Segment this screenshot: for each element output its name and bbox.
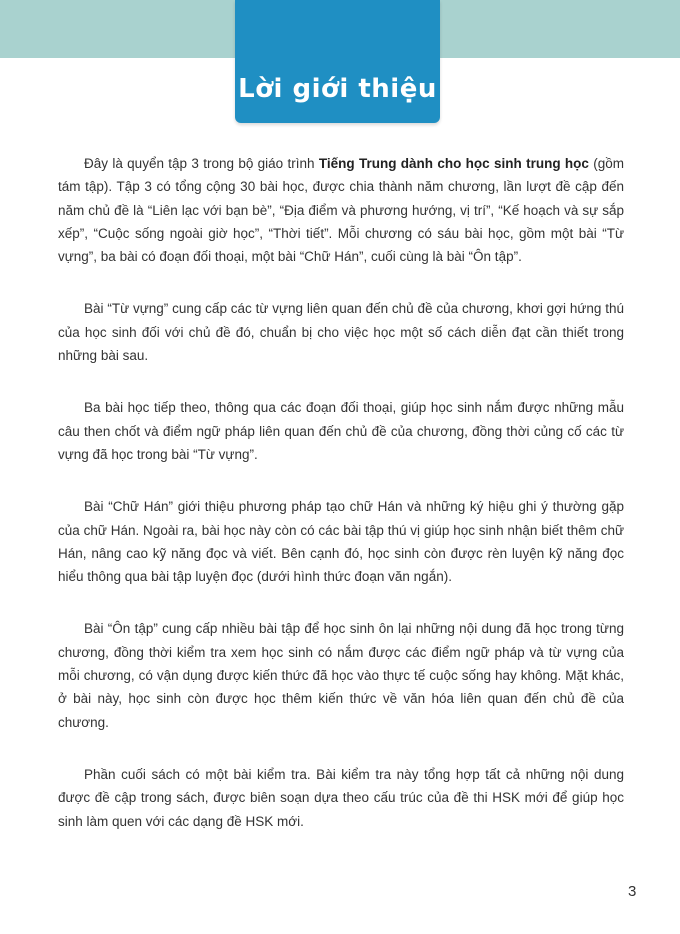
paragraph-1 [58,152,624,268]
title-tab [235,0,440,123]
paragraph-4: Bài “Chữ Hán” giới thiệu phương pháp tạo chữ Hán và những ký hiệu ghi ý thường gặp của chữ Hán. Ngoài ra, bài học này còn có các bài tập thú vị giúp học sinh nhận biết thêm chữ Hán, nâng cao kỹ năng đọc và viết. Bên cạnh đó, học sinh còn được rèn luyện kỹ năng đọc hiểu thông qua bài tập luyện đọc (dưới hình thức đoạn văn ngắn). [58,499,624,585]
paragraph-5: Bài “Ôn tập” cung cấp nhiều bài tập để học sinh ôn lại những nội dung đã học trong từng chương, đồng thời kiểm tra xem học sinh có nắm được các điểm ngữ pháp và từ vựng của mỗi chương, có vận dụng được kiến thức đã học vào thực tế cuộc sống hay không. Mặt khác, ở bài này, học sinh còn được học thêm kiến thức về văn hóa liên quan đến chủ đề của chương. [58,621,624,730]
page-number: 3 [628,883,637,900]
paragraph-6: Phần cuối sách có một bài kiểm tra. Bài kiểm tra này tổng hợp tất cả những nội dung được đề cập trong sách, được biên soạn dựa theo cấu trúc của đề thi HSK mới để giúp học sinh làm quen với các dạng đề HSK mới. [58,766,624,829]
intro-body [58,152,624,862]
paragraph-1-rest: (gồm tám tập). Tập 3 có tổng cộng 30 bài học, được chia thành năm chương, lần lượt đề cập đến năm chủ đề là “Liên lạc với bạn bè”, “Địa điểm và phương hướng, vị trí”, “Kế hoạch và sự sắp xếp”, “Cuộc sống ngoài giờ học”, “Thời tiết”. Mỗi chương có sáu bài học, gồm một bài “Từ vựng”, ba bài có đoạn đối thoại, một bài “Chữ Hán”, cuối cùng là bài “Ôn tập”. [58,156,624,265]
book-series-name: Tiếng Trung dành cho học sinh trung học [318,156,589,171]
page-title: Lời giới thiệu [238,74,437,104]
paragraph-2: Bài “Từ vựng” cung cấp các từ vựng liên quan đến chủ đề của chương, khơi gợi hứng thú của học sinh đối với chủ đề đó, chuẩn bị cho việc học một số cách diễn đạt cần thiết trong những bài sau. [58,301,624,364]
paragraph-1-lead: Đây là quyển tập 3 trong bộ giáo trình [84,156,319,171]
paragraph-3: Ba bài học tiếp theo, thông qua các đoạn đối thoại, giúp học sinh nắm được những mẫu câu then chốt và điểm ngữ pháp liên quan đến chủ đề của chương, đồng thời củng cố các từ vựng đã học trong bài “Từ vựng”. [58,400,624,462]
